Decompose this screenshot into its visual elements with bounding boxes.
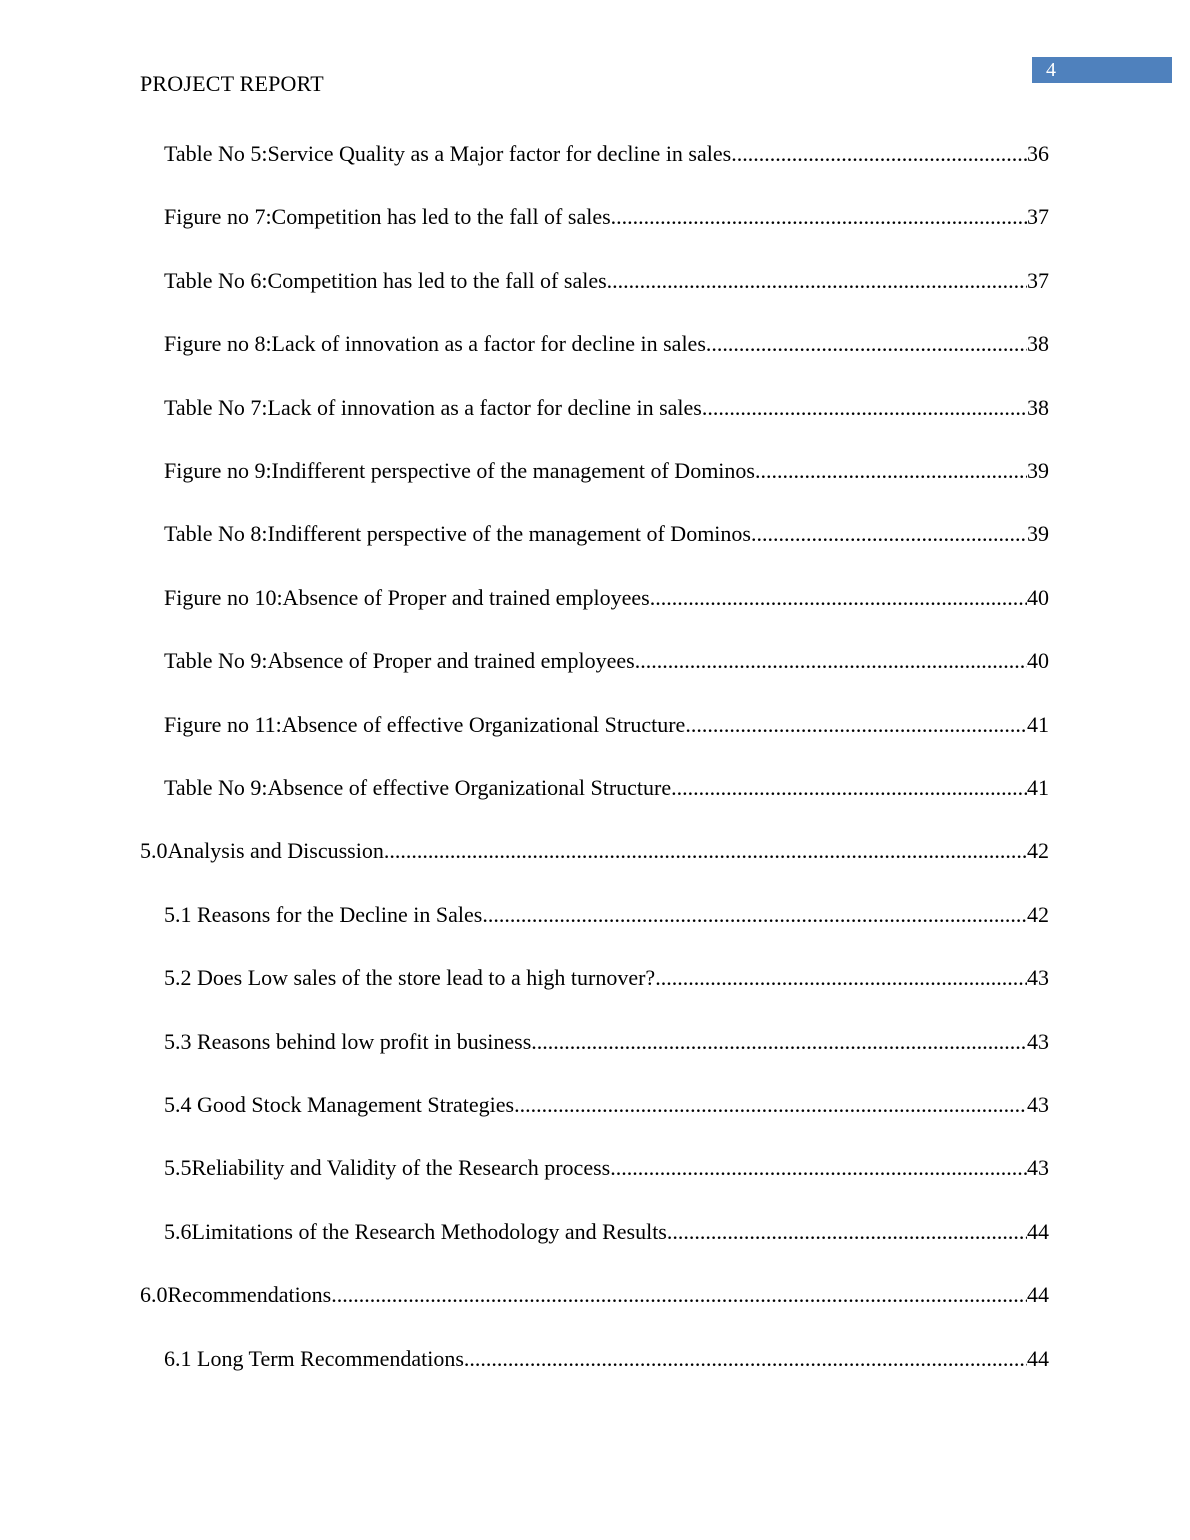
toc-entry-page: 43 <box>1027 1155 1049 1180</box>
toc-dot-leader <box>685 710 1027 740</box>
toc-entry-page: 37 <box>1027 268 1049 293</box>
toc-dot-leader <box>611 202 1027 232</box>
toc-entry-page: 39 <box>1027 521 1049 546</box>
toc-dot-leader <box>607 266 1027 296</box>
toc-entry-page: 44 <box>1027 1282 1049 1307</box>
toc-entry-page: 43 <box>1027 965 1049 990</box>
toc-dot-leader <box>331 1280 1027 1310</box>
toc-entry-title: 5.0Analysis and Discussion <box>140 838 384 863</box>
toc-entry[interactable] <box>164 1217 1049 1247</box>
toc-entry-page: 38 <box>1027 331 1049 356</box>
toc-dot-leader <box>635 646 1027 676</box>
toc-dot-leader <box>384 836 1027 866</box>
toc-entry-page: 40 <box>1027 585 1049 610</box>
toc-entry-page: 39 <box>1027 458 1049 483</box>
toc-entry-title: Figure no 11:Absence of effective Organizational Structure <box>164 712 686 737</box>
toc-entry-page: 40 <box>1027 648 1049 673</box>
toc-entry-title: Table No 5:Service Quality as a Major factor for decline in sales <box>164 141 732 166</box>
toc-entry-title: Table No 9:Absence of effective Organizational Structure <box>164 775 672 800</box>
toc-entry[interactable] <box>164 1090 1049 1120</box>
toc-dot-leader <box>751 519 1027 549</box>
toc-entry-page: 36 <box>1027 141 1049 166</box>
toc-entry-title: Table No 7:Lack of innovation as a factor for decline in sales <box>164 395 702 420</box>
toc-entry-page: 42 <box>1027 902 1049 927</box>
toc-entry-title: Table No 6:Competition has led to the fall of sales <box>164 268 607 293</box>
toc-entry-page: 38 <box>1027 395 1049 420</box>
toc-entry-title: 5.1 Reasons for the Decline in Sales <box>164 902 483 927</box>
toc-entry[interactable] <box>140 1280 1049 1310</box>
toc-entry[interactable] <box>164 519 1049 549</box>
toc-dot-leader <box>755 456 1027 486</box>
toc-dot-leader <box>731 139 1027 169</box>
toc-entry[interactable] <box>164 1344 1049 1374</box>
running-header: PROJECT REPORT <box>140 71 324 96</box>
toc-entry-title: Figure no 9:Indifferent perspective of the management of Dominos <box>164 458 755 483</box>
toc-dot-leader <box>650 583 1027 613</box>
toc-entry[interactable] <box>164 266 1049 296</box>
toc-entry-title: 5.3 Reasons behind low profit in business <box>164 1029 532 1054</box>
toc-entry-title: Figure no 8:Lack of innovation as a factor for decline in sales <box>164 331 706 356</box>
toc-entry-page: 37 <box>1027 204 1049 229</box>
toc-entry-title: 6.1 Long Term Recommendations <box>164 1346 464 1371</box>
toc-entry-page: 43 <box>1027 1029 1049 1054</box>
toc-entry[interactable] <box>164 393 1049 423</box>
toc-entry-title: Figure no 7:Competition has led to the fall of sales <box>164 204 611 229</box>
toc-entry-title: Figure no 10:Absence of Proper and trained employees <box>164 585 650 610</box>
toc-dot-leader <box>702 393 1027 423</box>
toc-dot-leader <box>482 900 1027 930</box>
toc-entry-page: 44 <box>1027 1219 1049 1244</box>
toc-entry[interactable] <box>164 1153 1049 1183</box>
toc-dot-leader <box>514 1090 1027 1120</box>
toc-dot-leader <box>531 1027 1027 1057</box>
toc-dot-leader <box>464 1344 1027 1374</box>
toc-entry-title: 5.6Limitations of the Research Methodology and Results <box>164 1219 667 1244</box>
toc-entry[interactable] <box>164 1027 1049 1057</box>
toc-entry-page: 41 <box>1027 775 1049 800</box>
toc-entry-title: Table No 8:Indifferent perspective of the management of Dominos <box>164 521 751 546</box>
toc-entry[interactable] <box>164 900 1049 930</box>
toc-entry-page: 41 <box>1027 712 1049 737</box>
toc-dot-leader <box>610 1153 1027 1183</box>
toc-entry[interactable] <box>164 583 1049 613</box>
toc-entry-page: 42 <box>1027 838 1049 863</box>
toc-entry-title: 5.4 Good Stock Management Strategies <box>164 1092 515 1117</box>
toc-entry-title: Table No 9:Absence of Proper and trained employees <box>164 648 635 673</box>
page-number-bar <box>1032 57 1172 83</box>
page-number: 4 <box>1046 59 1056 81</box>
toc-entry-title: 5.5Reliability and Validity of the Research process <box>164 1155 611 1180</box>
toc-entry[interactable] <box>164 456 1049 486</box>
toc-entry[interactable] <box>164 963 1049 993</box>
toc-entry-page: 43 <box>1027 1092 1049 1117</box>
toc-entry-title: 6.0Recommendations <box>140 1282 332 1307</box>
toc-entry[interactable] <box>164 710 1049 740</box>
toc-entry[interactable] <box>164 139 1049 169</box>
toc-dot-leader <box>671 773 1027 803</box>
toc-dot-leader <box>706 329 1027 359</box>
toc-entry[interactable] <box>164 646 1049 676</box>
toc-dot-leader <box>667 1217 1027 1247</box>
toc-entry-title: 5.2 Does Low sales of the store lead to a high turnover? <box>164 965 656 990</box>
toc-entry[interactable] <box>164 329 1049 359</box>
toc-dot-leader <box>655 963 1027 993</box>
toc-entry-page: 44 <box>1027 1346 1049 1371</box>
toc-entry[interactable] <box>164 202 1049 232</box>
toc-entry[interactable] <box>164 773 1049 803</box>
toc-entry[interactable] <box>140 836 1049 866</box>
